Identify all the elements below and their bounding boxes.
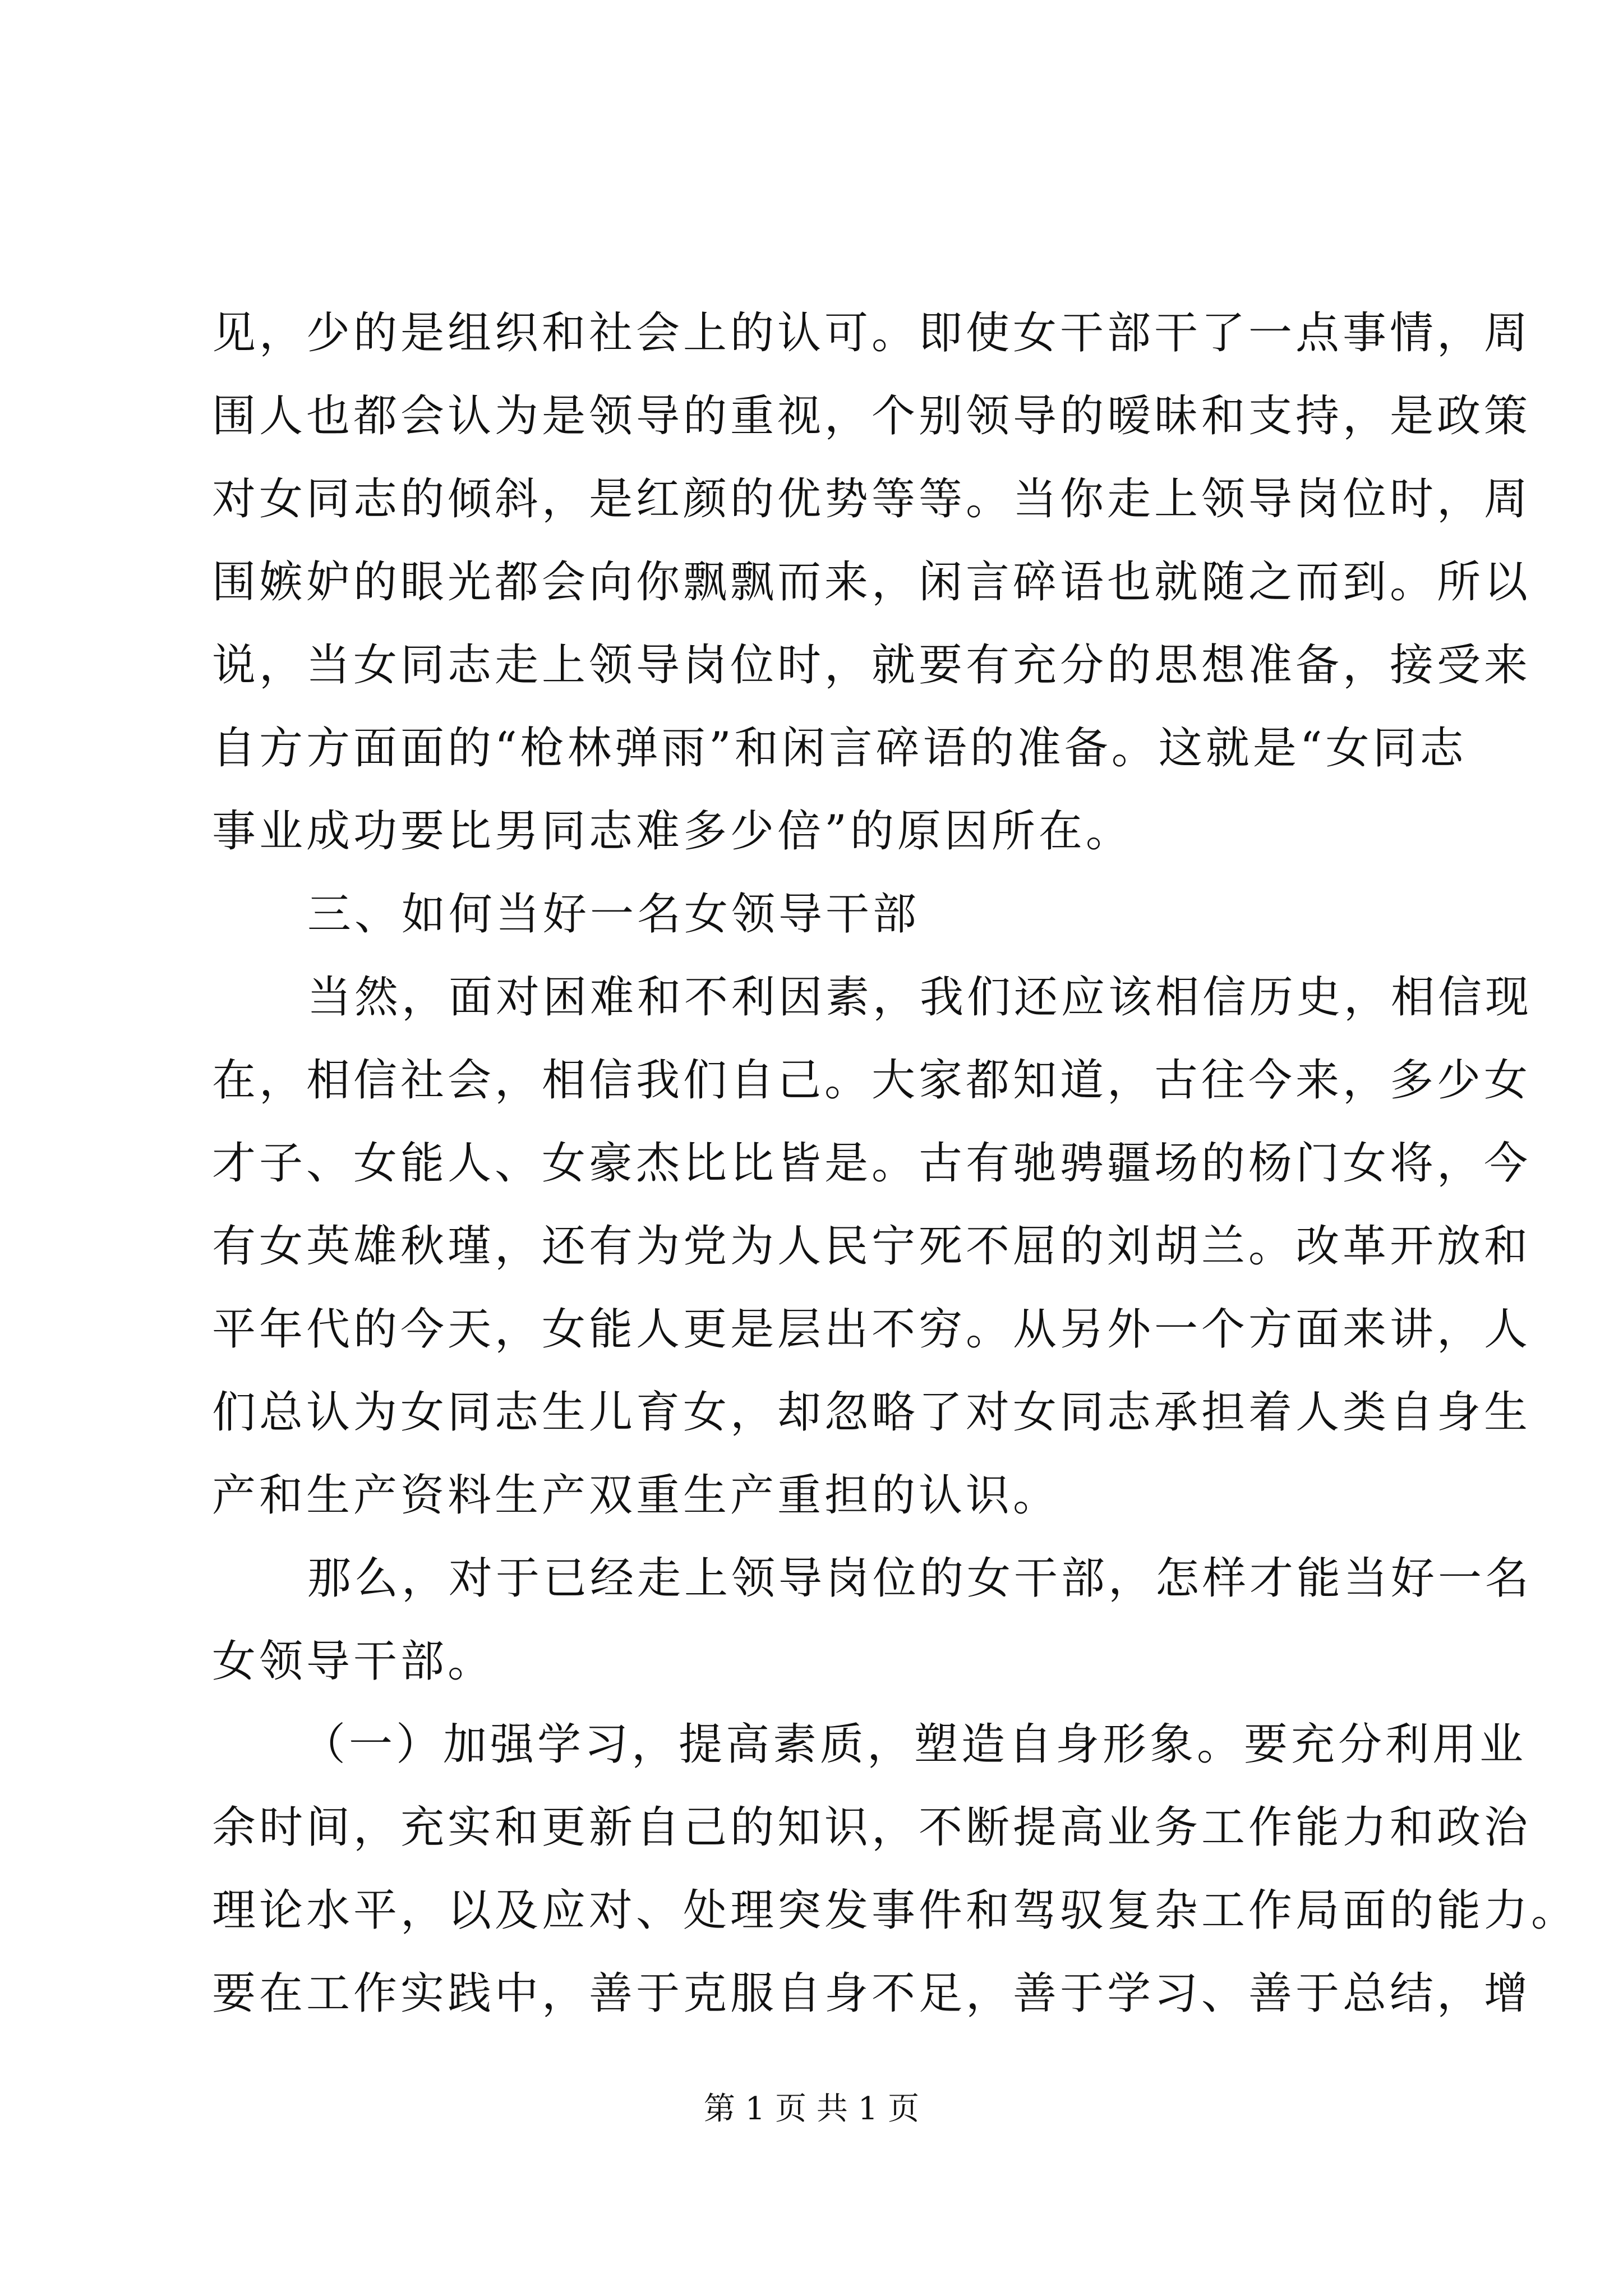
text-line: 们总认为女同志生儿育女，却忽略了对女同志承担着人类自身生 xyxy=(212,1387,1532,1438)
page-number-label: 第 1 页 共 1 页 xyxy=(703,2091,920,2127)
subsection-line: （一）加强学习，提高素质，塑造自身形象。要充分利用业 xyxy=(302,1719,1527,1770)
text-line: 围人也都会认为是领导的重视，个别领导的暧昧和支持，是政策 xyxy=(212,391,1532,441)
text-line: 围嫉妒的眼光都会向你飘飘而来，闲言碎语也就随之而到。所以 xyxy=(212,557,1532,608)
text-line: 有女英雄秋瑾，还有为党为人民宁死不屈的刘胡兰。改革开放和 xyxy=(212,1221,1532,1272)
text-line: 见，少的是组织和社会上的认可。即使女干部干了一点事情，周 xyxy=(212,308,1532,358)
section-heading: 三、如何当好一名女领导干部 xyxy=(307,889,920,940)
document-body xyxy=(212,292,1579,2035)
text-line: 说，当女同志走上领导岗位时，就要有充分的思想准备，接受来 xyxy=(212,640,1532,691)
text-line: 事业成功要比男同志难多少倍”的原因所在。 xyxy=(212,806,1133,857)
text-line: 才子、女能人、女豪杰比比皆是。古有驰骋疆场的杨门女将，今 xyxy=(212,1138,1532,1189)
text-line: 要在工作实践中，善于克服自身不足，善于学习、善于总结，增 xyxy=(212,1968,1532,2019)
text-line: 在，相信社会，相信我们自己。大家都知道，古往今来，多少女 xyxy=(212,1055,1532,1106)
text-line: 女领导干部。 xyxy=(212,1636,495,1687)
text-line: 自方方面面的“枪林弹雨”和闲言碎语的准备。这就是“女同志 xyxy=(212,723,1467,774)
page-footer xyxy=(0,2087,1623,2132)
text-line: 产和生产资料生产双重生产重担的认识。 xyxy=(212,1470,1061,1521)
text-line: 对女同志的倾斜，是红颜的优势等等。当你走上领导岗位时，周 xyxy=(212,474,1532,524)
text-line: 当然，面对困难和不利因素，我们还应该相信历史，相信现 xyxy=(307,972,1533,1023)
text-line: 那么，对于已经走上领导岗位的女干部，怎样才能当好一名 xyxy=(307,1553,1533,1604)
text-line: 平年代的今天，女能人更是层出不穷。从另外一个方面来讲，人 xyxy=(212,1304,1532,1355)
text-line: 余时间，充实和更新自己的知识，不断提高业务工作能力和政治 xyxy=(212,1802,1532,1853)
text-line: 理论水平，以及应对、处理突发事件和驾驭复杂工作局面的能力。 xyxy=(212,1885,1579,1936)
